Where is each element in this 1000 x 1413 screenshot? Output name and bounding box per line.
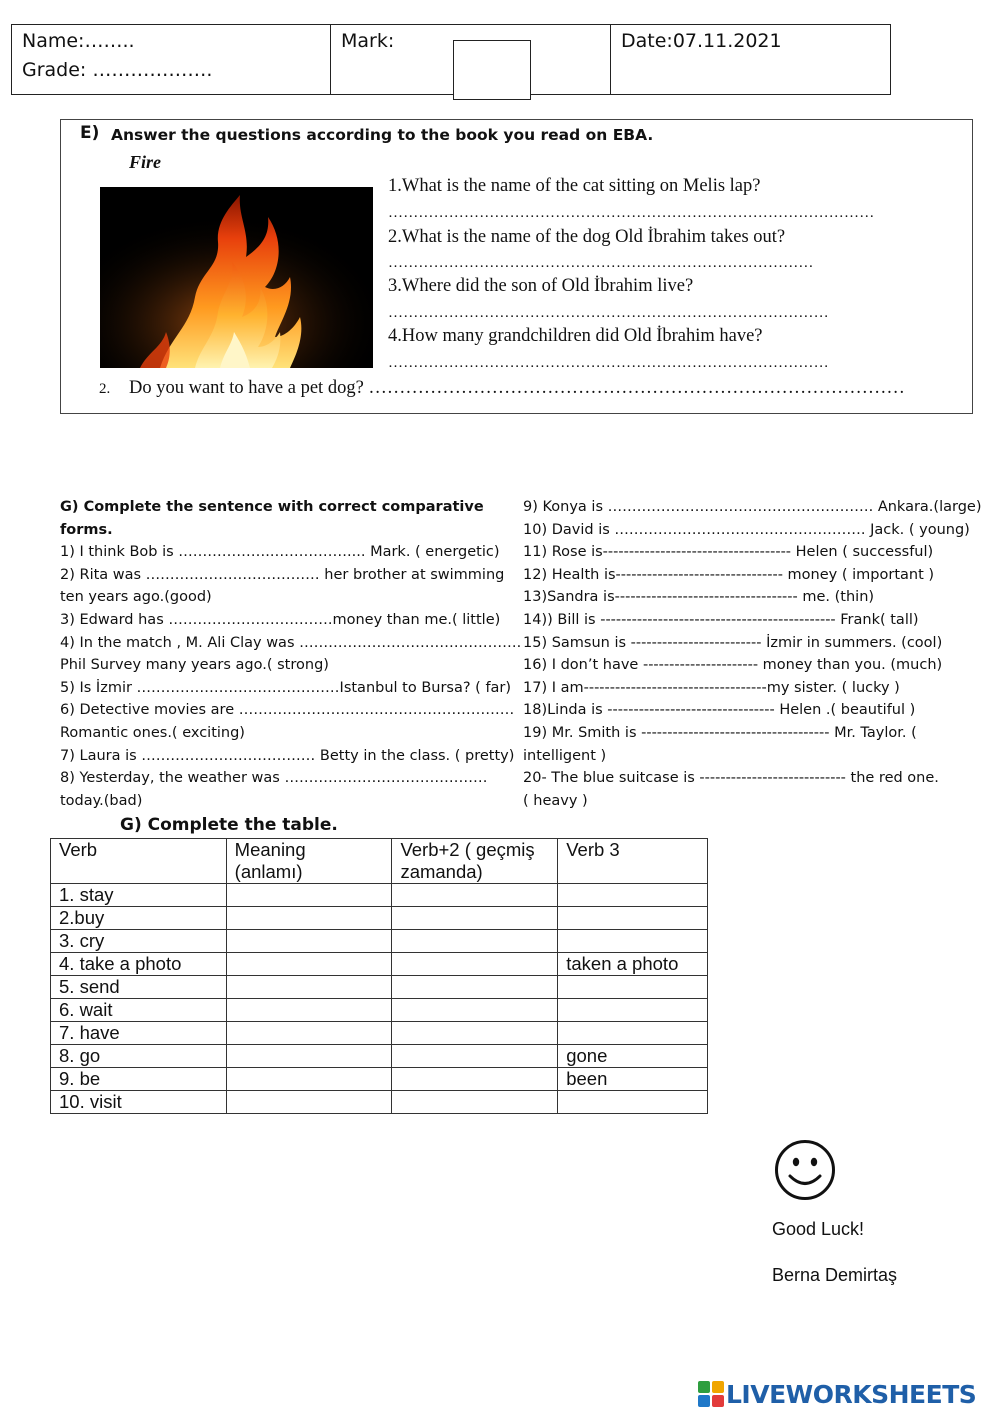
answer-line-4[interactable]: …………………………………………………………………………… [388, 355, 829, 371]
verb2-cell[interactable] [392, 976, 558, 999]
comparative-line: today.(bad) [60, 792, 143, 809]
date-cell [611, 25, 891, 94]
comparative-line: 19) Mr. Smith is ------------------------------------ Mr. Taylor. ( [523, 724, 917, 741]
comparatives-left-column [60, 496, 521, 812]
verb-cell: 7. have [51, 1022, 227, 1045]
verb3-cell[interactable] [558, 930, 708, 953]
meaning-cell[interactable] [226, 930, 392, 953]
verb2-cell[interactable] [392, 907, 558, 930]
comparative-line: Phil Survey many years ago.( strong) [60, 657, 329, 674]
header-table [11, 24, 891, 95]
table-row [51, 999, 708, 1022]
verb2-cell[interactable] [392, 953, 558, 976]
verb3-cell[interactable] [558, 999, 708, 1022]
table-title: G) Complete the table. [120, 815, 338, 835]
comparatives-right-column [523, 496, 981, 812]
meaning-cell[interactable] [226, 1022, 392, 1045]
verb-cell: 10. visit [51, 1091, 227, 1114]
verb-cell: 8. go [51, 1045, 227, 1068]
verb3-cell[interactable] [558, 1091, 708, 1114]
comparative-line: intelligent ) [523, 747, 607, 764]
comparative-line: ten years ago.(good) [60, 589, 212, 606]
name-grade-cell [12, 25, 331, 94]
header-verb: Verb [51, 839, 227, 884]
comparative-line: 18)Linda is -------------------------------- Helen .( beautiful ) [523, 702, 916, 719]
question-3: 3.Where did the son of Old İbrahim live? [388, 276, 694, 296]
question-4: 4.How many grandchildren did Old İbrahim have? [388, 326, 763, 346]
question-1: 1.What is the name of the cat sitting on Melis lap? [388, 176, 761, 196]
meaning-cell[interactable] [226, 1091, 392, 1114]
header-verb2: Verb+2 ( geçmiş zamanda) [392, 839, 558, 884]
mark-box[interactable] [453, 40, 531, 100]
verb-cell: 6. wait [51, 999, 227, 1022]
comparative-line: 7) Laura is ……………………………… Betty in the class. ( pretty) [60, 747, 515, 764]
verb3-cell[interactable] [558, 976, 708, 999]
good-luck-text: Good Luck! [772, 1219, 865, 1239]
table-row [51, 884, 708, 907]
comparative-line: 11) Rose is------------------------------------ Helen ( successful) [523, 544, 934, 561]
verb-cell: 1. stay [51, 884, 227, 907]
meaning-cell[interactable] [226, 953, 392, 976]
answer-line-1[interactable]: …………………………………………………………………………………… [388, 205, 875, 221]
grade-label: Grade: ………………. [22, 59, 213, 81]
comparative-line: 15) Samsun is ------------------------- İzmir in summers. (cool) [523, 634, 943, 651]
meaning-cell[interactable] [226, 976, 392, 999]
extra-question: Do you want to have a pet dog? …………………………………………………………………………… [129, 378, 905, 398]
verb3-cell: taken a photo [558, 953, 708, 976]
verb2-cell[interactable] [392, 930, 558, 953]
verb3-cell[interactable] [558, 1022, 708, 1045]
verb3-cell[interactable] [558, 907, 708, 930]
comparative-line: 9) Konya is ………………………………………………. Ankara.(large) [523, 499, 982, 515]
comparative-line: 12) Health is-------------------------------- money ( important ) [523, 566, 935, 583]
verb2-cell[interactable] [392, 1068, 558, 1091]
book-title: Fire [129, 152, 162, 172]
extra-question-number: 2. [99, 381, 111, 397]
comparative-line: 14)) Bill is --------------------------------------------- Frank( tall) [523, 611, 919, 628]
verb3-cell: been [558, 1068, 708, 1091]
comparative-line: 5) Is İzmir ……………………………………Istanbul to Bursa? ( far) [60, 679, 512, 696]
answer-line-2[interactable]: ………………………………………………………………………… [388, 255, 814, 271]
meaning-cell[interactable] [226, 884, 392, 907]
fire-photo [100, 187, 373, 368]
comparative-line: ( heavy ) [523, 792, 588, 809]
comparative-line: 8) Yesterday, the weather was …………………………………… [60, 770, 488, 787]
section-e-letter: E) [80, 123, 100, 143]
meaning-cell[interactable] [226, 1068, 392, 1091]
author-name: Berna Demirtaş [772, 1265, 898, 1285]
comparative-line: 6) Detective movies are ………………………………………………… [60, 702, 515, 719]
table-row [51, 1045, 708, 1068]
table-header-row [51, 839, 708, 884]
comparative-line: 10) David is ……………………………………………. Jack. ( young) [523, 521, 970, 538]
comparative-line: 16) I don’t have ---------------------- money than you. (much) [523, 657, 943, 674]
table-row [51, 1091, 708, 1114]
verb2-cell[interactable] [392, 884, 558, 907]
meaning-cell[interactable] [226, 907, 392, 930]
verb-table [50, 838, 708, 1114]
smiley-face-icon [774, 1139, 836, 1201]
comparative-line: 13)Sandra is----------------------------------- me. (thin) [523, 589, 875, 606]
meaning-cell[interactable] [226, 999, 392, 1022]
meaning-cell[interactable] [226, 1045, 392, 1068]
table-row [51, 1022, 708, 1045]
liveworksheets-logo [698, 1378, 976, 1410]
answer-line-3[interactable]: …………………………………………………………………………… [388, 305, 829, 321]
comparative-line: 20- The blue suitcase is ---------------------------- the red one. [523, 770, 939, 787]
header-verb3: Verb 3 [558, 839, 708, 884]
mark-label: Mark: [341, 30, 395, 52]
verb-cell: 2.buy [51, 907, 227, 930]
table-row [51, 930, 708, 953]
table-row [51, 953, 708, 976]
header-meaning: Meaning (anlamı) [226, 839, 392, 884]
verb-cell: 3. cry [51, 930, 227, 953]
verb3-cell[interactable] [558, 884, 708, 907]
verb-cell: 5. send [51, 976, 227, 999]
verb2-cell[interactable] [392, 1045, 558, 1068]
question-2: 2.What is the name of the dog Old İbrahim takes out? [388, 227, 786, 247]
fire-icon [100, 187, 373, 368]
verb2-cell[interactable] [392, 999, 558, 1022]
table-row [51, 907, 708, 930]
comparative-line: 1) I think Bob is ………………..…………….... Mark. ( energetic) [60, 544, 500, 561]
comparative-line: 3) Edward has …………………………….money than me.( little) [60, 611, 501, 628]
comparative-line: 4) In the match , M. Ali Clay was ………………………………………. [60, 634, 522, 651]
date-label: Date:07.11.2021 [621, 30, 782, 52]
verb-cell: 9. be [51, 1068, 227, 1091]
logo-text: LIVEWORKSHEETS [726, 1379, 977, 1409]
verb-cell: 4. take a photo [51, 953, 227, 976]
table-row [51, 1068, 708, 1091]
section-g-title-line1: G) Complete the sentence with correct comparative [60, 499, 484, 515]
liveworksheets-logo-icon [698, 1381, 724, 1407]
comparative-line: Romantic ones.( exciting) [60, 724, 245, 741]
comparative-line: 17) I am-----------------------------------my sister. ( lucky ) [523, 679, 900, 696]
name-label: Name:…….. [22, 30, 135, 52]
section-g-title-line2: forms. [60, 521, 113, 538]
verb2-cell[interactable] [392, 1091, 558, 1114]
table-row [51, 976, 708, 999]
verb2-cell[interactable] [392, 1022, 558, 1045]
verb3-cell: gone [558, 1045, 708, 1068]
comparative-line: 2) Rita was ……………………………… her brother at swimming [60, 566, 505, 583]
section-e-instruction: Answer the questions according to the book you read on EBA. [111, 126, 654, 144]
